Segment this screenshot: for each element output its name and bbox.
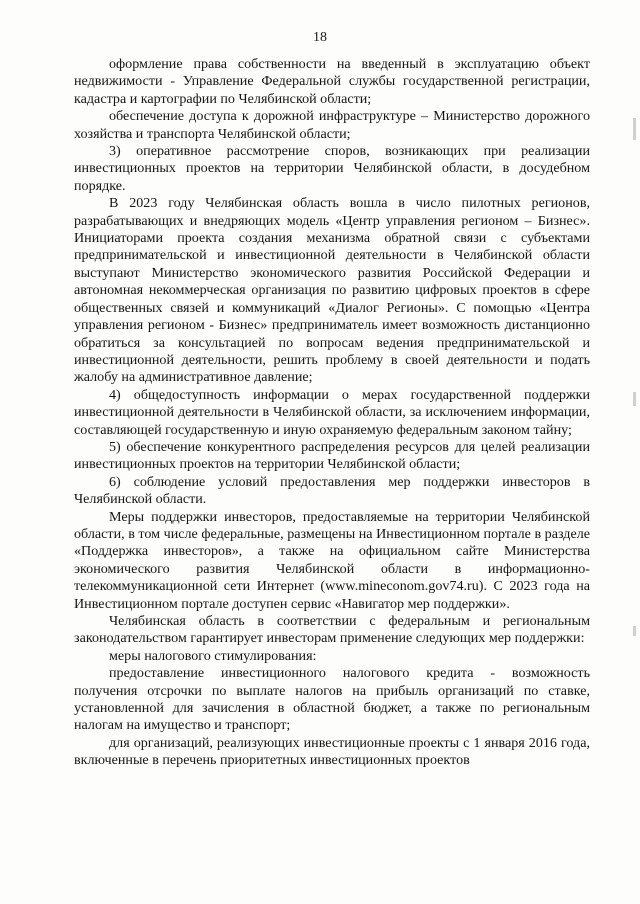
- paragraph-item-3: 3) оперативное рассмотрение споров, возникающих при реализации инвестиционных проектов на территории Челябинской области, в досудебном порядке.: [74, 143, 590, 194]
- scan-edge-mark: [633, 392, 636, 406]
- paragraph-support-measures: Меры поддержки инвесторов, предоставляемые на территории Челябинской области, в том числе федеральные, размещены на Инвестиционном портале в разделе «Поддержка инвесторов», а также на официальном сайте Министерства экономического развития Челябинской области в информационно-телекоммуникационной сети Интернет (www.mineconom.gov74.ru). С 2023 года на Инвестиционном портале доступен сервис «Навигатор мер поддержки».: [74, 508, 590, 612]
- paragraph-region-business-center: В 2023 году Челябинская область вошла в число пилотных регионов, разрабатывающих и внедряющих модель «Центр управления регионом – Бизнес». Инициаторами проекта создания механизма обратной связи с субъектами предпринимательской и инвестиционной деятельности в Челябинской области выступают Министерство экономического развития Российской Федерации и автономная некоммерческая организация по развитию цифровых проектов в сфере общественных связей и коммуникаций «Диалог Регионы». С помощью «Центра управления регионом - Бизнес» предприниматель имеет возможность дистанционно обратиться за консультацией по вопросам ведения предпринимательской и инвестиционной деятельности, решить проблему в своей деятельности и подать жалобу на административное давление;: [74, 195, 590, 386]
- paragraph-guarantees: Челябинская область в соответствии с федеральным и региональным законодательством гарантирует инвесторам применение следующих мер поддержки:: [74, 613, 590, 647]
- paragraph-tax-credit: предоставление инвестиционного налогового кредита - возможность получения отсрочки по выплате налогов на прибыль организаций по ставке, установленной для зачисления в областной бюджет, а также по региональным налогам на имущество и транспорт;: [74, 665, 590, 734]
- paragraph-priority-projects: для организаций, реализующих инвестиционные проекты с 1 января 2016 года, включенные в перечень приоритетных инвестиционных проектов: [74, 734, 590, 769]
- paragraph-tax-measures: меры налогового стимулирования:: [109, 647, 317, 664]
- scan-edge-mark: [633, 626, 636, 636]
- paragraph-property-registration: оформление права собственности на введенный в эксплуатацию объект недвижимости - Управление Федеральной службы государственной регистрации, кадастра и картографии по Челябинской области;: [74, 56, 590, 107]
- paragraph-item-5: 5) обеспечение конкурентного распределения ресурсов для целей реализации инвестиционных проектов на территории Челябинской области;: [74, 438, 590, 473]
- document-body: [74, 56, 590, 770]
- page-number: 18: [313, 30, 327, 45]
- paragraph-item-6: 6) соблюдение условий предоставления мер поддержки инвесторов в Челябинской области.: [74, 473, 590, 508]
- paragraph-item-4: 4) общедоступность информации о мерах государственной поддержки инвестиционной деятельности в Челябинской области, за исключением информации, составляющей государственную и иную охраняемую федеральным законом тайну;: [74, 386, 590, 438]
- scan-edge-mark: [633, 118, 636, 140]
- paragraph-road-access: обеспечение доступа к дорожной инфраструктуре – Министерство дорожного хозяйства и транспорта Челябинской области;: [74, 108, 590, 142]
